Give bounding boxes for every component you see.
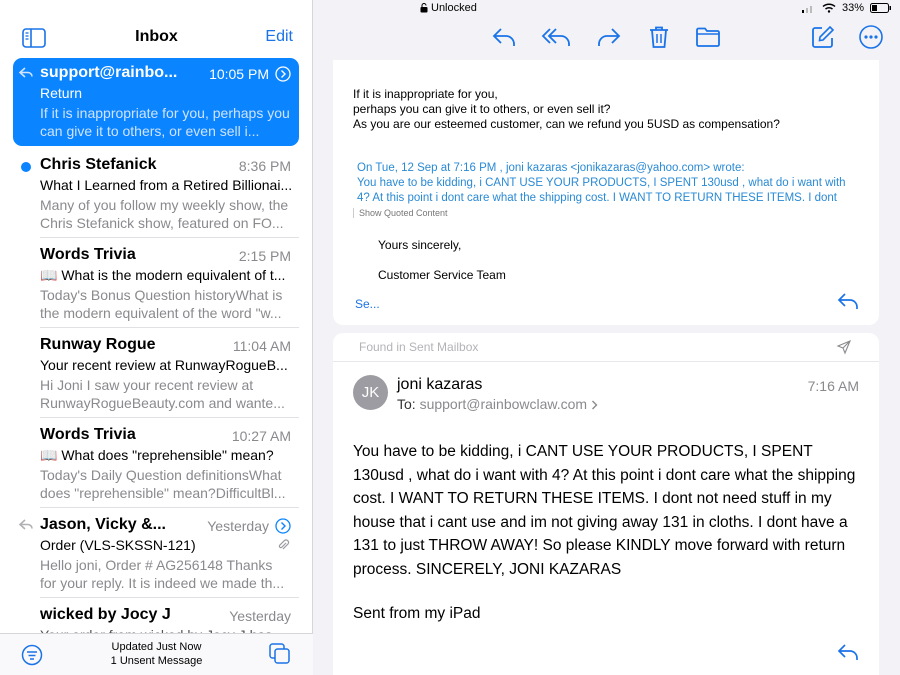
message-preview: Today's Bonus Question historyWhat is the modern equivalent of the word "w... bbox=[40, 287, 283, 321]
unread-dot-icon bbox=[21, 162, 31, 172]
message-sender: Chris Stefanick bbox=[40, 156, 157, 173]
more-icon[interactable] bbox=[858, 24, 884, 50]
quoted-text bbox=[357, 161, 867, 206]
message-time: 7:16 AM bbox=[807, 378, 859, 394]
reply-icon[interactable] bbox=[837, 643, 859, 661]
header-divider bbox=[333, 361, 879, 362]
signal-icon bbox=[802, 3, 816, 13]
quote-line: On Tue, 12 Sep at 7:16 PM , joni kazaras <jonikazaras@yahoo.com> wrote: bbox=[357, 162, 745, 174]
message-time: Yesterday bbox=[229, 608, 291, 624]
sidebar-header bbox=[0, 24, 313, 54]
chevron-right-icon bbox=[591, 400, 598, 410]
message-row[interactable] bbox=[13, 240, 299, 328]
recipient-line[interactable] bbox=[397, 396, 598, 412]
message-subject: 📖 What does "reprehensible" mean? bbox=[40, 447, 274, 463]
sent-from-signature: Sent from my iPad bbox=[353, 605, 481, 622]
body-line: perhaps you can give it to others, or even sell it? bbox=[353, 102, 611, 116]
sender-name[interactable]: joni kazaras bbox=[397, 376, 483, 393]
body-line: If it is inappropriate for you, bbox=[353, 87, 498, 101]
message-time: 8:36 PM bbox=[238, 158, 291, 174]
replied-icon bbox=[19, 519, 33, 531]
row-divider bbox=[40, 237, 299, 238]
paper-plane-icon bbox=[837, 340, 851, 354]
status-bar-right bbox=[802, 2, 892, 14]
trash-icon[interactable] bbox=[646, 24, 672, 50]
show-quoted-button[interactable]: Show Quoted Content bbox=[353, 208, 448, 218]
thread-chevron-icon[interactable] bbox=[275, 518, 291, 534]
message-card-support bbox=[333, 60, 879, 325]
sidebar-footer bbox=[0, 633, 313, 675]
message-sender: wicked by Jocy J bbox=[40, 606, 171, 623]
signature-line: Yours sincerely, bbox=[378, 238, 462, 252]
message-subject: What I Learned from a Retired Billionai... bbox=[40, 177, 293, 193]
row-divider bbox=[40, 417, 299, 418]
mailbox-sidebar bbox=[0, 0, 313, 675]
lock-label: Unlocked bbox=[431, 2, 477, 14]
wifi-icon bbox=[822, 3, 836, 13]
row-divider bbox=[40, 507, 299, 508]
reply-icon[interactable] bbox=[837, 292, 859, 310]
message-row[interactable] bbox=[13, 600, 299, 633]
message-time: 2:15 PM bbox=[238, 248, 291, 264]
message-row[interactable] bbox=[13, 150, 299, 238]
message-time: Yesterday bbox=[207, 518, 269, 534]
message-sender: Words Trivia bbox=[40, 246, 136, 263]
message-row[interactable] bbox=[13, 510, 299, 598]
replied-icon bbox=[19, 67, 33, 79]
body-line: As you are our esteemed customer, can we refund you 5USD as compensation? bbox=[353, 117, 780, 131]
message-preview: Many of you follow my weekly show, the Chris Stefanick show, featured on FO... bbox=[40, 197, 289, 231]
update-status: Updated Just Now bbox=[111, 641, 202, 653]
message-preview: Hello joni, Order # AG256148 Thanks for your reply. It is indeed we made th... bbox=[40, 557, 285, 591]
reply-icon[interactable] bbox=[491, 24, 517, 50]
message-time: 10:05 PM bbox=[209, 66, 269, 82]
message-subject: Return bbox=[40, 85, 83, 101]
recipient-address[interactable]: support@rainbowclaw.com bbox=[419, 396, 588, 412]
message-time: 11:04 AM bbox=[232, 338, 291, 354]
inbox-title: Inbox bbox=[135, 28, 178, 45]
message-preview: If it is inappropriate for you, perhaps you can give it to others, or even sell i... bbox=[40, 105, 290, 139]
avatar: JK bbox=[353, 375, 388, 410]
row-divider bbox=[40, 597, 299, 598]
message-preview: Hi Joni I saw your recent review at RunwayRogueBeauty.com and wante... bbox=[40, 377, 285, 411]
found-in-label: Found in Sent Mailbox bbox=[359, 340, 479, 354]
message-preview: Today's Daily Question definitionsWhat does "reprehensible" mean?DifficultBl... bbox=[40, 467, 286, 501]
reply-all-icon[interactable] bbox=[540, 24, 572, 50]
message-body bbox=[353, 87, 780, 132]
signature-line: Customer Service Team bbox=[378, 268, 506, 282]
row-divider bbox=[40, 327, 299, 328]
lock-icon bbox=[420, 3, 428, 13]
copy-icon[interactable] bbox=[269, 643, 291, 665]
message-subject: Order (VLS-SKSSN-121) bbox=[40, 537, 196, 553]
see-more-link[interactable]: Se... bbox=[355, 297, 380, 311]
message-subject: Your recent review at RunwayRogueB... bbox=[40, 357, 288, 373]
quote-line: 4? At this point i dont care what the shipping cost. I WANT TO RETURN THESE ITEMS. I dont bbox=[357, 192, 838, 204]
forward-icon[interactable] bbox=[596, 24, 622, 50]
quote-line: You have to be kidding, i CANT USE YOUR PRODUCTS, I SPENT 130usd , what do i want with bbox=[357, 177, 846, 189]
message-sender: Jason, Vicky &... bbox=[40, 516, 166, 533]
message-row[interactable] bbox=[13, 58, 299, 146]
message-card-sent bbox=[333, 333, 879, 675]
battery-icon bbox=[870, 3, 892, 13]
message-sender: support@rainbo... bbox=[40, 64, 178, 81]
message-body: You have to be kidding, i CANT USE YOUR PRODUCTS, I SPENT 130usd , what do i want with 4? At this point i dont care what the shipping cost. I WANT TO RETURN THESE ITEMS. I dont not need stuff in my house that i cant use and im not giving away 131 in cloths. I dont have a 131 to just THROW AWAY! So please KINDLY move forward with return process. SINCERELY, JONI KAZARAS bbox=[353, 443, 856, 578]
message-sender: Words Trivia bbox=[40, 426, 136, 443]
battery-percent: 33% bbox=[841, 2, 864, 14]
unsent-status: 1 Unsent Message bbox=[110, 655, 203, 667]
status-lock bbox=[420, 2, 477, 14]
message-row[interactable] bbox=[13, 420, 299, 508]
compose-icon[interactable] bbox=[810, 24, 836, 50]
to-label: To: bbox=[397, 396, 416, 412]
edit-button[interactable]: Edit bbox=[265, 28, 293, 45]
message-time: 10:27 AM bbox=[231, 428, 291, 444]
folder-icon[interactable] bbox=[695, 24, 721, 50]
message-sender: Runway Rogue bbox=[40, 336, 156, 353]
message-row[interactable] bbox=[13, 330, 299, 418]
thread-chevron-icon[interactable] bbox=[275, 66, 291, 82]
message-subject: 📖 What is the modern equivalent of t... bbox=[40, 267, 286, 283]
